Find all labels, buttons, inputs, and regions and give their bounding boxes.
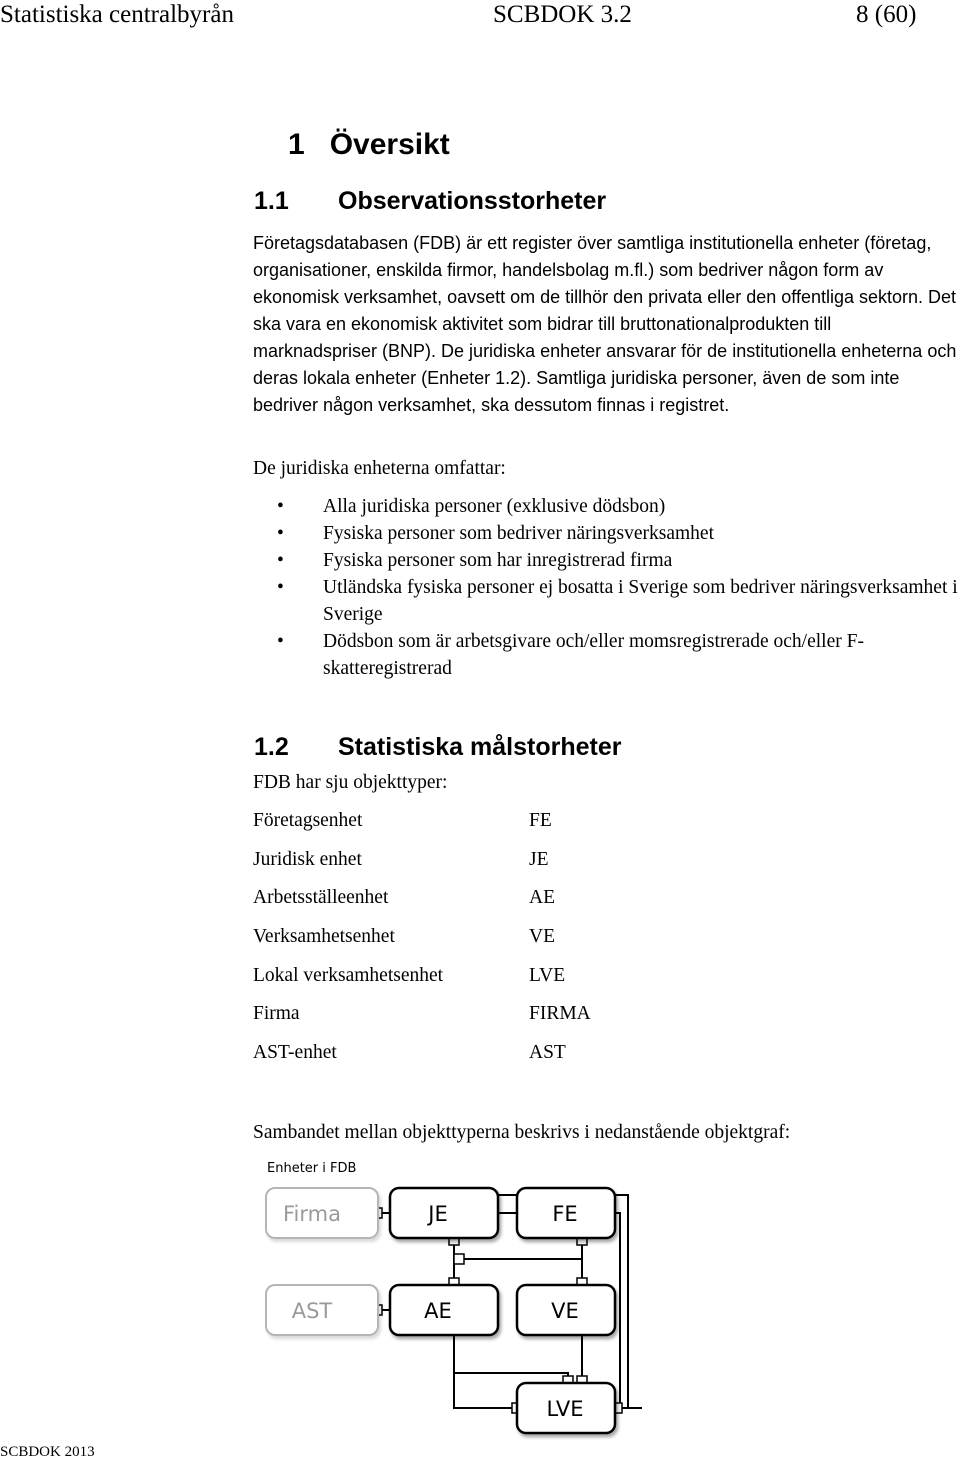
table-row: Juridisk enhet JE — [253, 848, 549, 870]
header-org: Statistiska centralbyrån — [0, 1, 234, 28]
section-number: 1.2 — [254, 733, 289, 761]
chapter-title: Översikt — [329, 128, 450, 161]
node-label: FE — [552, 1202, 578, 1226]
table-row: Företagsenhet FE — [253, 810, 552, 831]
node-label: AST — [291, 1299, 333, 1323]
graph-intro: Sambandet mellan objekttyperna beskrivs i nedanstående objektgraf: — [253, 1122, 791, 1143]
node-label: VE — [551, 1299, 579, 1323]
table-row: AST-enhet AST — [253, 1042, 566, 1064]
section-title: Statistiska målstorheter — [338, 733, 622, 761]
graph-title: Enheter i FDB — [267, 1161, 357, 1176]
node-label: JE — [428, 1202, 448, 1226]
node-label: AE — [424, 1299, 452, 1323]
table-row: Arbetsställeenhet AE — [253, 887, 555, 909]
node-lve — [517, 1383, 615, 1433]
page-footer: SCBDOK 2013 — [0, 1444, 95, 1460]
edge-fe-lve — [615, 1213, 628, 1408]
table-row: Verksamhetsenhet VE — [253, 926, 555, 948]
legal-units-list — [253, 493, 958, 682]
section-heading-1-1 — [254, 187, 606, 216]
chapter-number: 1 — [288, 128, 305, 161]
table-row: Lokal verksamhetsenhet LVE — [253, 964, 566, 986]
section-1-2-intro: FDB har sju objekttyper: — [253, 772, 448, 793]
object-types-table — [253, 807, 591, 1078]
header-page-number: 8 (60) — [856, 1, 917, 28]
list-item: • Alla juridiska personer (exklusive dödsbon) — [277, 496, 666, 517]
node-ast — [266, 1285, 378, 1335]
chapter-heading — [288, 128, 450, 162]
table-row: Firma FIRMA — [253, 1003, 591, 1025]
node-label: Firma — [283, 1202, 341, 1226]
header-doc-id: SCBDOK 3.2 — [493, 1, 632, 28]
list-item: • Utländska fysiska personer ej bosatta i Sverige som bedriver näringsverksamhet i Sverige — [277, 577, 958, 625]
section-title: Observationsstorheter — [338, 187, 607, 215]
edge-ae-lve-left — [454, 1335, 517, 1408]
list-item: • Dödsbon som är arbetsgivare och/eller momsregistrerade och/eller F-skatteregistrerad — [277, 631, 864, 679]
edge-ae-lve — [454, 1335, 568, 1383]
section-number: 1.1 — [254, 187, 289, 215]
list-item: • Fysiska personer som bedriver näringsverksamhet — [277, 523, 714, 544]
node-ae — [390, 1285, 498, 1335]
node-fe — [517, 1188, 615, 1238]
list-item: • Fysiska personer som har inregistrerad firma — [277, 550, 673, 571]
edge-fe-ae — [454, 1238, 582, 1259]
node-ve — [517, 1285, 615, 1335]
node-je — [390, 1188, 498, 1238]
section-1-1-paragraph — [253, 230, 958, 419]
object-graph — [262, 1155, 642, 1440]
section-heading-1-2 — [254, 733, 621, 762]
node-label: LVE — [546, 1397, 584, 1421]
paragraph-text-sans: Företagsdatabasen (FDB) är ett register över samtliga institutionella enheter (företag, organisationer, enskilda firmor, handelsbolag m.fl.) som bedriver någon form av ekonomisk verksamhet, oavsett om de tillhör den privata eller den offentliga sektorn. Det ska vara en ekonomisk aktivitet som bidrar till bruttonationalprodukten till marknadspriser (BNP). De juridiska enheter ansvarar för de institutionella enheterna och deras lokala enheter (Enheter 1.2). Samtliga juridiska personer, även de som inte bedriver någon verksamhet, ska dessutom finnas i registret. — [253, 233, 957, 415]
section-1-1-list-intro: De juridiska enheterna omfattar: — [253, 458, 506, 479]
node-firma — [266, 1188, 378, 1238]
